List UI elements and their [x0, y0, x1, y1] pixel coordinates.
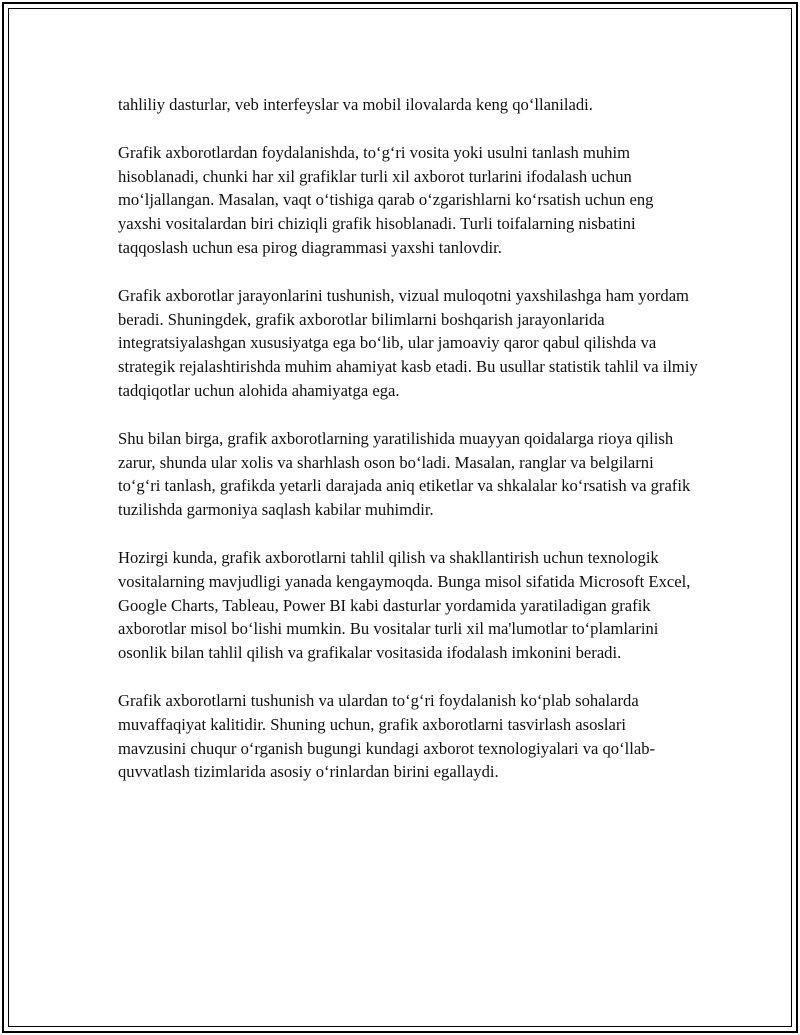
paragraph-5: Hozirgi kunda, grafik axborotlarni tahlil qilish va shakllantirish uchun texnologik vositalarning mavjudligi yanada kengaymoqda. Bunga misol sifatida Microsoft Excel, Google Charts, Tableau, Power BI kabi dasturlar yordamida yaratiladigan grafik axborotlar misol bo‘lishi mumkin. Bu vositalar turli xil ma'lumotlar to‘plamlarini osonlik bilan tahlil qilish va grafikalar vositasida ifodalash imkonini beradi. [118, 547, 691, 663]
paragraph-1: tahliliy dasturlar, veb interfeyslar va mobil ilovalarda keng qo‘llaniladi. [118, 95, 593, 114]
paragraph-2: Grafik axborotlardan foydalanishda, to‘g‘ri vosita yoki usulni tanlash muhim hisoblanadi, chunki har xil grafiklar turli xil axborot turlarini ifodalash uchun mo‘ljallangan. Masalan, vaqt o‘tishiga qarab o‘zgarishlarni ko‘rsatish uchun eng yaxshi vositalardan biri chiziqli grafik hisoblanadi. Turli toifalarning nisbatini taqqoslash uchun esa pirog diagrammasi yaxshi tanlovdir. [118, 142, 654, 257]
paragraph-6: Grafik axborotlarni tushunish va ulardan to‘g‘ri foydalanish ko‘plab sohalarda muvaffaqiyat kalitidir. Shuning uchun, grafik axborotlarni tasvirlash asoslari mavzusini chuqur o‘rganish bugungi kundagi axborot texnologiyalari va qo‘llab-quvvatlash tizimlarida asosiy o‘rinlardan birini egallaydi. [118, 690, 656, 782]
paragraph-3: Grafik axborotlar jarayonlarini tushunish, vizual muloqotni yaxshilashga ham yordam beradi. Shuningdek, grafik axborotlar bilimlarni boshqarish jarayonlarida integratsiyalashgan xususiyatga ega bo‘lib, ular jamoaviy qaror qabul qilishda va strategik rejalashtirishda muhim ahamiyat kasb etadi. Bu usullar statistik tahlil va ilmiy tadqiqotlar uchun alohida ahamiyatga ega. [118, 285, 698, 400]
paragraph-4: Shu bilan birga, grafik axborotlarning yaratilishida muayyan qoidalarga rioya qilish zarur, shunda ular xolis va sharhlash oson bo‘ladi. Masalan, ranglar va belgilarni to‘g‘ri tanlash, grafikda yetarli darajada aniq etiketlar va shkalalar ko‘rsatish va grafik tuzilishda garmoniya saqlash kabilar muhimdir. [118, 428, 691, 520]
document-body [118, 93, 698, 808]
